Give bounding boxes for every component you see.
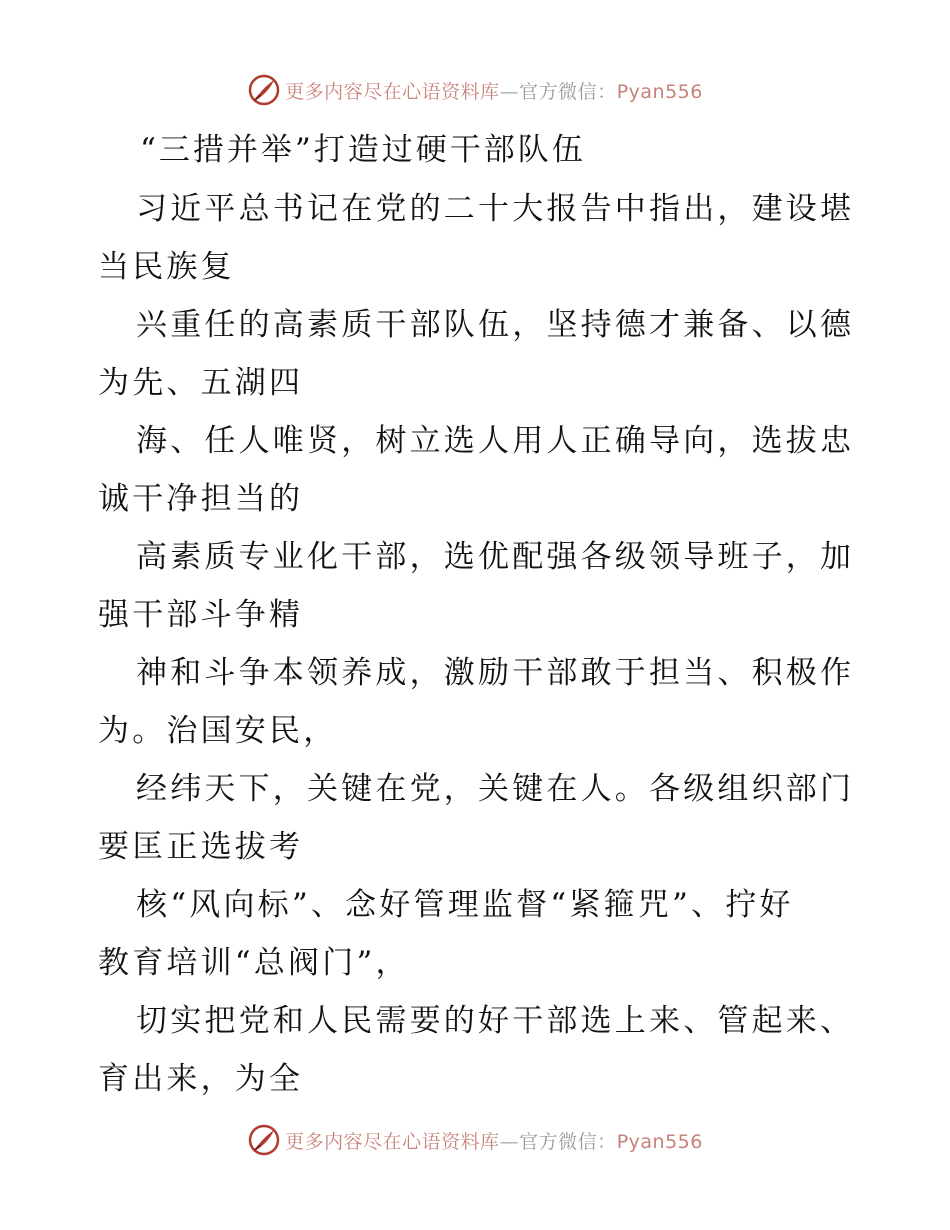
feather-pen-logo-icon [247, 73, 281, 107]
banner-wechat-label: 官方微信： [519, 1130, 617, 1153]
article-body [98, 180, 858, 1108]
line-first: 兴重任的高素质干部队伍，坚持德才兼备、以德 [136, 307, 855, 343]
line-continuation: 教育培训“总阀门”， [98, 945, 410, 981]
paragraph-line [98, 644, 858, 760]
line-continuation: 为先、五湖四 [98, 365, 304, 401]
line-continuation: 要匡正选拔考 [98, 829, 304, 865]
banner-wechat-id: Pyan556 [616, 1130, 703, 1153]
paragraph-line [98, 992, 858, 1108]
banner-dash: — [499, 1130, 520, 1153]
line-first: 习近平总书记在党的二十大报告中指出，建设堪 [136, 191, 855, 227]
banner-dash: — [499, 80, 520, 103]
banner-main-text: 更多内容尽在心语资料库 [285, 80, 500, 103]
line-continuation: 强干部斗争精 [98, 597, 304, 633]
paragraph-line [98, 876, 858, 992]
paragraph-line [98, 412, 858, 528]
line-continuation: 诚干净担当的 [98, 481, 304, 517]
banner-wechat-label: 官方微信： [519, 80, 617, 103]
line-continuation: 为。治国安民， [98, 713, 338, 749]
line-continuation: 当民族复 [98, 249, 235, 285]
header-banner [0, 70, 950, 110]
banner-main-text: 更多内容尽在心语资料库 [285, 1130, 500, 1153]
banner-wechat-id: Pyan556 [616, 80, 703, 103]
paragraph-line [98, 528, 858, 644]
banner-text [285, 77, 703, 104]
feather-pen-logo-icon [247, 1123, 281, 1157]
paragraph-line [98, 180, 858, 296]
line-first: 高素质专业化干部，选优配强各级领导班子，加 [136, 539, 855, 575]
banner-text [285, 1127, 703, 1154]
paragraph-line [98, 296, 858, 412]
paragraph-line [98, 760, 858, 876]
line-first: 海、任人唯贤，树立选人用人正确导向，选拔忠 [136, 423, 855, 459]
article-title: “三措并举”打造过硬干部队伍 [140, 132, 586, 168]
line-continuation: 育出来，为全 [98, 1061, 304, 1097]
line-first: 神和斗争本领养成，激励干部敢于担当、积极作 [136, 655, 855, 691]
line-first: 核“风向标”、念好管理监督“紧箍咒”、拧好 [136, 887, 794, 923]
line-first: 经纬天下，关键在党，关键在人。各级组织部门 [136, 771, 855, 807]
footer-banner [0, 1120, 950, 1160]
line-first: 切实把党和人民需要的好干部选上来、管起来、 [136, 1003, 855, 1039]
